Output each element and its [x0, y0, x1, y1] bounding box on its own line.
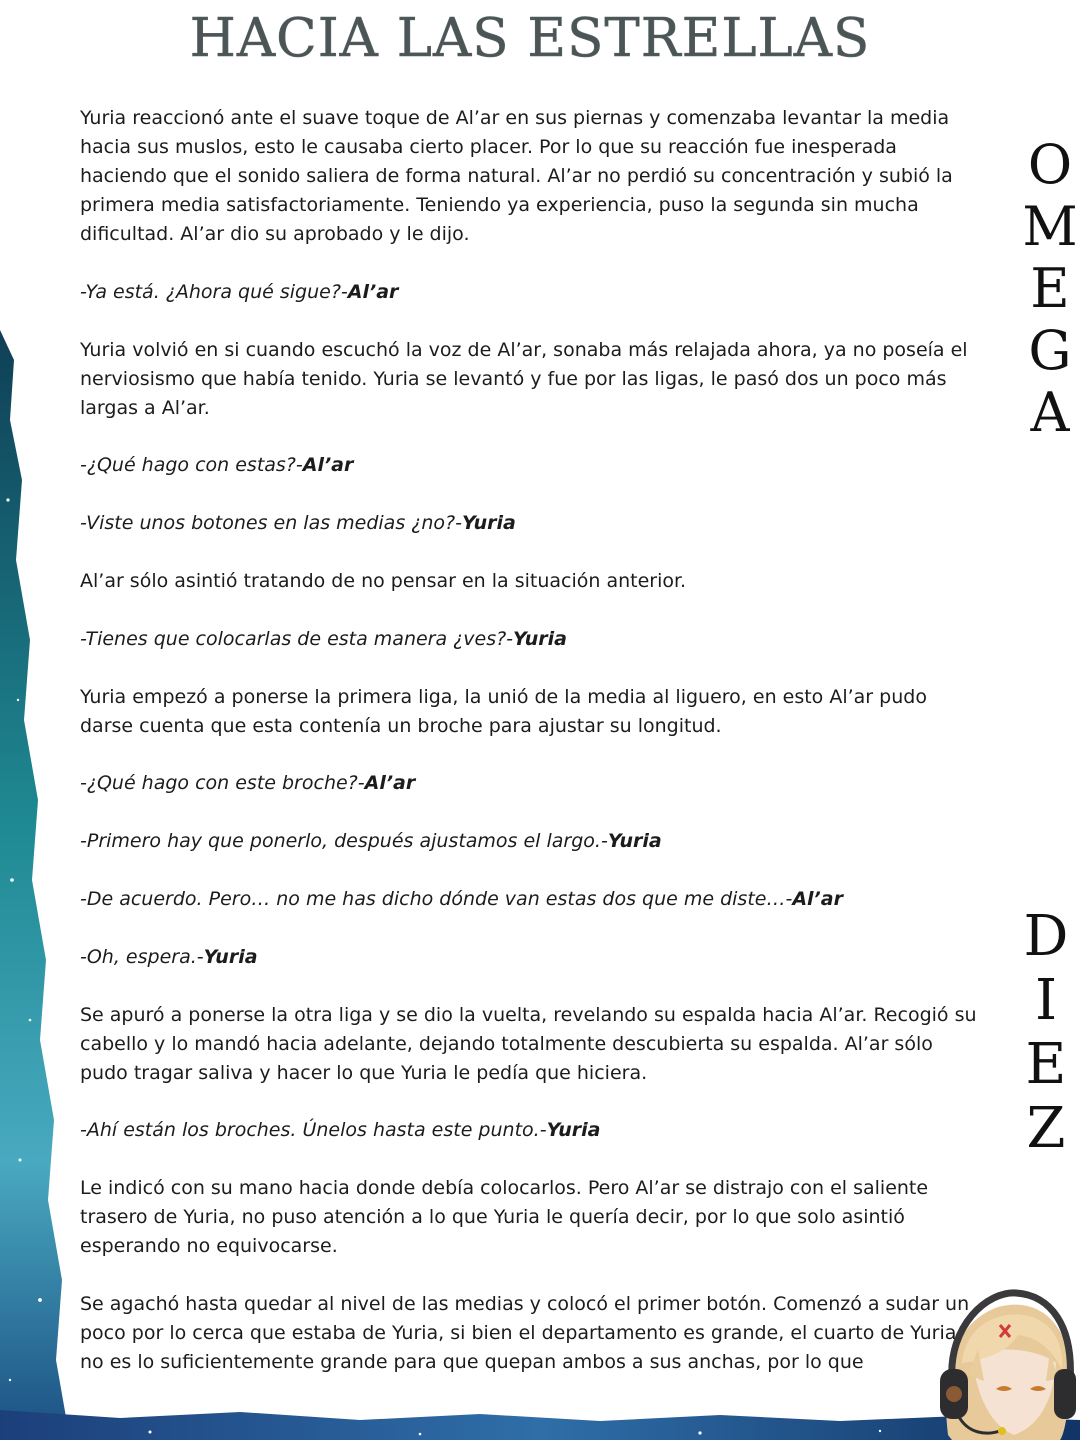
speaker-name: Al’ar: [302, 454, 354, 477]
paragraph-text: -¿Qué hago con estas?-: [80, 454, 303, 477]
dialogue-line: [80, 1116, 980, 1145]
speaker-name: Yuria: [461, 512, 516, 535]
narration-paragraph: [80, 567, 980, 596]
narration-paragraph: [80, 1174, 980, 1261]
vertical-word-omega: [1020, 134, 1080, 444]
character-avatar-illustration: [938, 1285, 1078, 1440]
paragraph-text: -Primero hay que ponerlo, después ajustamos el largo.-: [80, 830, 608, 853]
paragraph-text: Al’ar sólo asintió tratando de no pensar en la situación anterior.: [80, 569, 687, 592]
dialogue-line: [80, 278, 980, 307]
paragraph-text: -Viste unos botones en las medias ¿no?-: [80, 512, 462, 535]
paragraph-text: -¿Qué hago con este broche?-: [80, 772, 365, 795]
story-text: [80, 104, 980, 1406]
omega-letter: E: [1030, 257, 1070, 320]
dialogue-line: [80, 769, 980, 798]
dialogue-line: [80, 827, 980, 856]
dialogue-line: [80, 885, 980, 914]
speaker-name: Al’ar: [364, 772, 416, 795]
paragraph-text: Le indicó con su mano hacia donde debía colocarlos. Pero Al’ar se distrajo con el saliente trasero de Yuria, no puso atención a lo que Yuria le quería decir, por lo que solo asintió esperando no equivocarse.: [80, 1177, 929, 1258]
speaker-name: Yuria: [513, 627, 567, 650]
speaker-name: Al’ar: [792, 887, 843, 910]
diez-letter: I: [1034, 968, 1058, 1033]
dialogue-line: [80, 625, 980, 654]
dialogue-line: [80, 943, 980, 972]
paragraph-text: Yuria volvió en si cuando escuchó la voz de Al’ar, sonaba más relajada ahora, ya no poseía el nerviosismo que había tenido. Yuria se levantó y fue por las ligas, le pasó dos un poco más largas a Al’ar.: [80, 338, 968, 419]
page-title: HACIA LAS ESTRELLAS: [189, 8, 871, 69]
speaker-name: Yuria: [546, 1119, 601, 1142]
diez-letter: E: [1025, 1032, 1067, 1097]
paragraph-text: Se apuró a ponerse la otra liga y se dio la vuelta, revelando su espalda hacia Al’ar. Recogió su cabello y lo mandó hacia adelante, dejando totalmente descubierta su espalda. Al’ar sólo pudo tragar saliva y hacer lo que Yuria le pedía que hiciera.: [80, 1003, 977, 1084]
paragraph-text: -Tienes que colocarlas de esta manera ¿ves?-: [80, 627, 514, 650]
paragraph-text: -De acuerdo. Pero… no me has dicho dónde van estas dos que me diste…-: [80, 887, 793, 910]
dialogue-line: [80, 509, 980, 538]
speaker-name: Al’ar: [347, 280, 399, 303]
diez-letter: Z: [1026, 1096, 1066, 1161]
narration-paragraph: [80, 683, 980, 741]
omega-letter: G: [1028, 319, 1072, 382]
speaker-name: Yuria: [203, 945, 258, 968]
paragraph-text: -Oh, espera.-: [80, 945, 204, 968]
narration-paragraph: [80, 104, 980, 249]
paragraph-text: Yuria reaccionó ante el suave toque de Al’ar en sus piernas y comenzaba levantar la media hacia sus muslos, esto le causaba cierto placer. Por lo que su reacción fue inesperada haciendo que el sonido saliera de forma natural. Al’ar no perdió su concentración y subió la primera media satisfactoriamente. Teniendo ya experiencia, puso la segunda sin mucha dificultad. Al’ar dio su aprobado y le dijo.: [80, 107, 953, 245]
speaker-name: Yuria: [607, 830, 662, 853]
paragraph-text: -Ya está. ¿Ahora qué sigue?-: [80, 280, 348, 303]
narration-paragraph: [80, 336, 980, 423]
paragraph-text: -Ahí están los broches. Únelos hasta este punto.-: [80, 1119, 547, 1142]
vertical-word-diez: [1016, 905, 1076, 1161]
paragraph-text: Se agachó hasta quedar al nivel de las medias y colocó el primer botón. Comenzó a sudar un poco por lo cerca que estaba de Yuria, si bien el departamento es grande, el cuarto de Yuria no es lo suficientemente grande para que quepan ambos a sus anchas, por lo que: [80, 1292, 970, 1373]
narration-paragraph: [80, 1290, 980, 1377]
narration-paragraph: [80, 1001, 980, 1088]
dialogue-line: [80, 451, 980, 480]
omega-letter: A: [1030, 381, 1070, 444]
diez-letter: D: [1023, 904, 1069, 969]
omega-letter: M: [1022, 195, 1078, 258]
paragraph-text: Yuria empezó a ponerse la primera liga, la unió de la media al liguero, en esto Al’ar pudo darse cuenta que esta contenía un broche para ajustar su longitud.: [80, 685, 927, 737]
omega-letter: O: [1027, 133, 1073, 196]
